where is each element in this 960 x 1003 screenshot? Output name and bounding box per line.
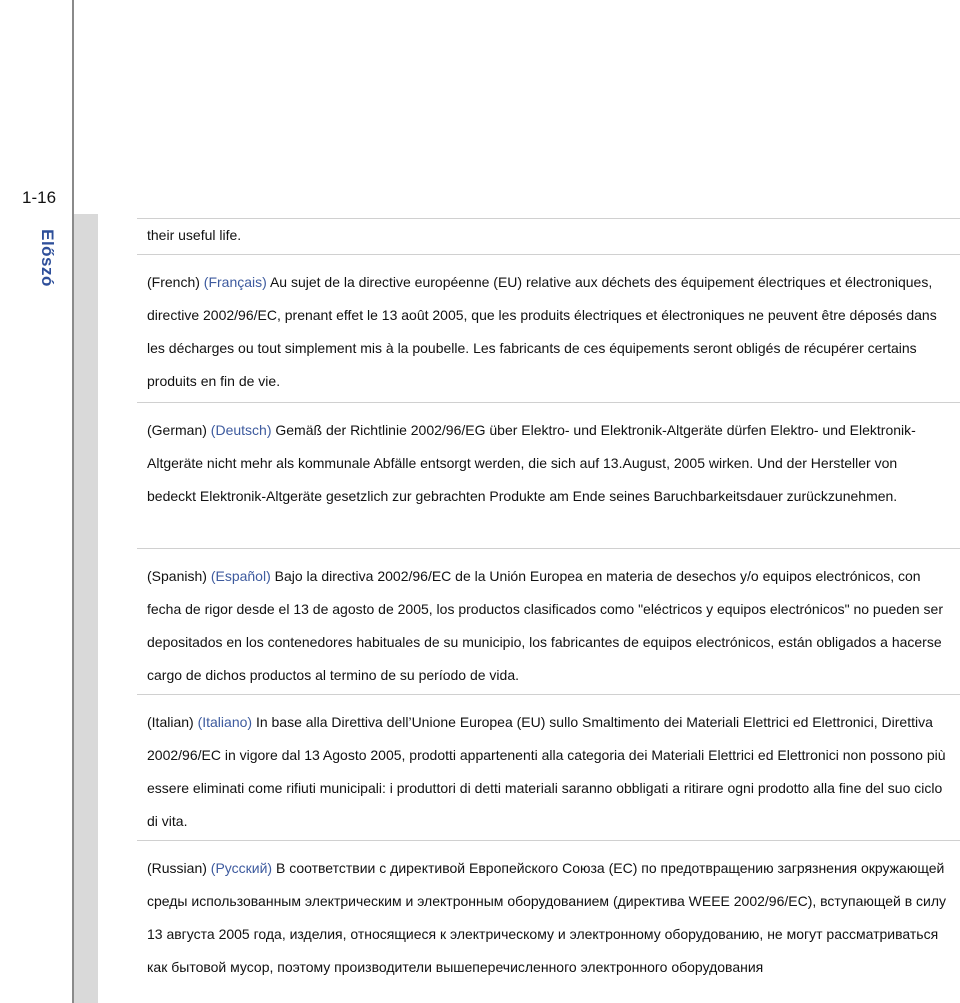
native-language-label: (Français) bbox=[203, 274, 267, 290]
language-label: (Spanish) bbox=[147, 568, 207, 584]
language-label: (German) bbox=[147, 422, 207, 438]
paragraph-text bbox=[147, 219, 950, 252]
chapter-side-tab bbox=[74, 214, 98, 1003]
paragraph-text bbox=[147, 414, 950, 513]
paragraph-body: В соответствии с директивой Европейского Союза (ЕС) по предотвращению загрязнения окружающей среды использованным электрическим и электронным оборудованием (директива WEEE 2002/96/EC), вступающей в силу 13 августа 2005 года, изделия, относящиеся к электрическому и электронному оборудованию, не могут рассматриваться как бытовой мусор, поэтому производители вышеперечисленного электронного оборудования bbox=[147, 860, 947, 975]
french-paragraph bbox=[137, 254, 960, 402]
russian-paragraph bbox=[137, 840, 960, 980]
chapter-title: Előszó bbox=[38, 229, 57, 287]
paragraph-body: In base alla Direttiva dell’Unione Europea (EU) sullo Smaltimento dei Materiali Elettrici ed Elettronici, Direttiva 2002/96/EC in vigore dal 13 Agosto 2005, prodotti appartenenti alla categoria dei Materiali Elettrici ed Elettronici non possono più essere eliminati come rifiuti municipali: i produttori di detti materiali saranno obbligati a ritirare ogni prodotto alla fine del suo ciclo di vita. bbox=[147, 714, 946, 829]
continuation-paragraph bbox=[137, 218, 960, 254]
native-language-label: (Русский) bbox=[210, 860, 273, 876]
paragraph-text bbox=[147, 852, 950, 984]
paragraph-text bbox=[147, 706, 950, 838]
paragraph-body: Au sujet de la directive européenne (EU) relative aux déchets des équipement électriques et électroniques, directive 2002/96/EC, prenant effet le 13 août 2005, que les produits électriques et électroniques ne peuvent être déposés dans les décharges ou tout simplement mis à la poubelle. Les fabricants de ces équipements seront obligés de récupérer certains produits en fin de vie. bbox=[147, 274, 937, 389]
native-language-label: (Español) bbox=[210, 568, 271, 584]
language-label: (Italian) bbox=[147, 714, 194, 730]
native-language-label: (Italiano) bbox=[197, 714, 253, 730]
paragraph-body: their useful life. bbox=[147, 227, 242, 243]
german-paragraph bbox=[137, 402, 960, 548]
paragraph-text bbox=[147, 560, 950, 692]
paragraph-body: Bajo la directiva 2002/96/EC de la Unión Europea en materia de desechos y/o equipos electrónicos, con fecha de rigor desde el 13 de agosto de 2005, los productos clasificados como "eléctricos y equipos electrónicos" no pueden ser depositados en los contenedores habituales de su municipio, los fabricantes de equipos electrónicos, están obligados a hacerse cargo de dichos productos al termino de su período de vida. bbox=[147, 568, 943, 683]
language-label: (French) bbox=[147, 274, 200, 290]
italian-paragraph bbox=[137, 694, 960, 840]
paragraph-text bbox=[147, 266, 950, 398]
paragraph-body: Gemäß der Richtlinie 2002/96/EG über Elektro- und Elektronik-Altgeräte dürfen Elektro- und Elektronik-Altgeräte nicht mehr als kommunale Abfälle entsorgt werden, die sich auf 13.August, 2005 wirken. Und der Hersteller von bedeckt Elektronik-Altgeräte gesetzlich zur gebrachten Produkte am Ende seines Baruchbarkeitsdauer zurückzunehmen. bbox=[147, 422, 916, 504]
document-body bbox=[137, 218, 960, 980]
native-language-label: (Deutsch) bbox=[210, 422, 272, 438]
language-label: (Russian) bbox=[147, 860, 207, 876]
page-number: 1-16 bbox=[22, 188, 57, 207]
spanish-paragraph bbox=[137, 548, 960, 694]
